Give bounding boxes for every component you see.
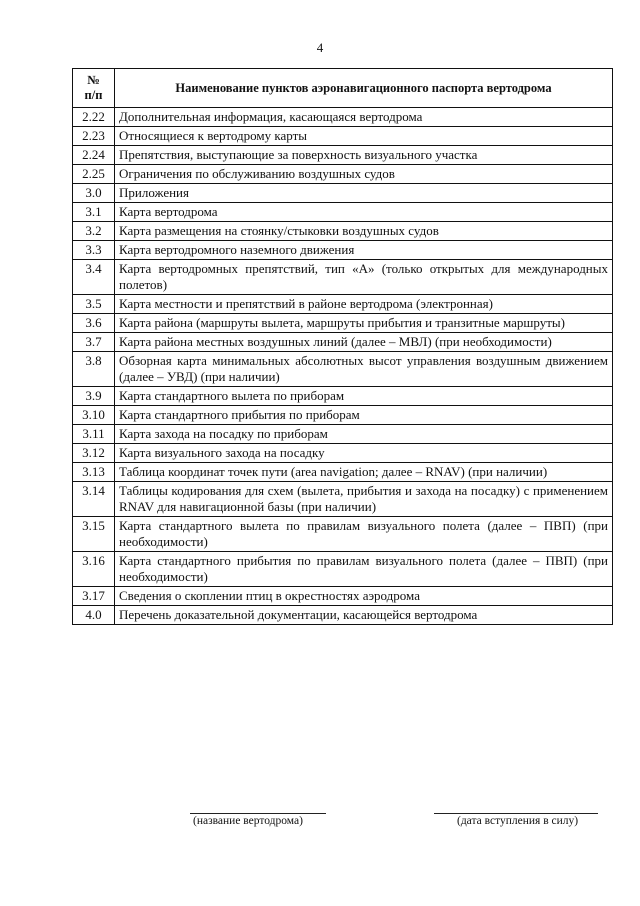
table-body <box>73 108 613 625</box>
row-number: 3.4 <box>73 260 115 295</box>
table-row <box>73 406 613 425</box>
table-row <box>73 606 613 625</box>
row-name: Перечень доказательной документации, касающейся вертодрома <box>115 606 613 625</box>
signature-footer <box>0 805 640 845</box>
table-row <box>73 241 613 260</box>
table-row <box>73 295 613 314</box>
table-row <box>73 222 613 241</box>
row-number: 3.13 <box>73 463 115 482</box>
row-name: Карта вертодромного наземного движения <box>115 241 613 260</box>
row-number: 3.14 <box>73 482 115 517</box>
row-number: 4.0 <box>73 606 115 625</box>
table-row <box>73 146 613 165</box>
row-name: Обзорная карта минимальных абсолютных высот управления воздушным движением (далее – УВД) (при наличии) <box>115 352 613 387</box>
row-number: 3.17 <box>73 587 115 606</box>
row-name: Карта вертодромных препятствий, тип «А» (только открытых для международных полетов) <box>115 260 613 295</box>
row-name: Таблицы кодирования для схем (вылета, прибытия и захода на посадку) с применением RNAV для навигационной базы (при наличии) <box>115 482 613 517</box>
header-number-cell <box>73 69 115 108</box>
row-name: Относящиеся к вертодрому карты <box>115 127 613 146</box>
header-number-abbrev: п/п <box>84 88 103 102</box>
row-number: 3.0 <box>73 184 115 203</box>
row-number: 3.15 <box>73 517 115 552</box>
row-name: Карта размещения на стоянку/стыковки воздушных судов <box>115 222 613 241</box>
table-row <box>73 552 613 587</box>
table-row <box>73 352 613 387</box>
row-name: Карта стандартного прибытия по приборам <box>115 406 613 425</box>
row-name: Таблица координат точек пути (area navigation; далее – RNAV) (при наличии) <box>115 463 613 482</box>
row-number: 3.5 <box>73 295 115 314</box>
row-number: 3.10 <box>73 406 115 425</box>
row-name: Карта вертодрома <box>115 203 613 222</box>
row-number: 2.23 <box>73 127 115 146</box>
row-name: Сведения о скоплении птиц в окрестностях аэродрома <box>115 587 613 606</box>
table-row <box>73 517 613 552</box>
row-number: 2.22 <box>73 108 115 127</box>
table-row <box>73 482 613 517</box>
row-name: Приложения <box>115 184 613 203</box>
row-number: 2.24 <box>73 146 115 165</box>
effective-date-line <box>434 813 598 814</box>
table-row <box>73 260 613 295</box>
row-name: Карта района (маршруты вылета, маршруты прибытия и транзитные маршруты) <box>115 314 613 333</box>
table-row <box>73 587 613 606</box>
table-row <box>73 333 613 352</box>
row-number: 3.3 <box>73 241 115 260</box>
table-row <box>73 203 613 222</box>
page-number: 4 <box>316 40 324 55</box>
row-name: Карта местности и препятствий в районе вертодрома (электронная) <box>115 295 613 314</box>
row-name: Карта стандартного вылета по приборам <box>115 387 613 406</box>
header-number-symbol: № <box>87 73 100 87</box>
table-row <box>73 165 613 184</box>
helidrome-name-caption: (название вертодрома) <box>193 815 303 827</box>
table-header-row <box>73 69 613 108</box>
helidrome-name-line <box>190 813 326 814</box>
row-name: Карта стандартного вылета по правилам визуального полета (далее – ПВП) (при необходимости) <box>115 517 613 552</box>
passport-items-table <box>72 68 613 625</box>
header-name-cell: Наименование пунктов аэронавигационного паспорта вертодрома <box>115 69 613 108</box>
row-name: Карта района местных воздушных линий (далее – МВЛ) (при необходимости) <box>115 333 613 352</box>
table-row <box>73 425 613 444</box>
row-number: 3.1 <box>73 203 115 222</box>
table-row <box>73 127 613 146</box>
row-name: Препятствия, выступающие за поверхность визуального участка <box>115 146 613 165</box>
row-number: 3.6 <box>73 314 115 333</box>
table-row <box>73 463 613 482</box>
row-number: 3.2 <box>73 222 115 241</box>
row-number: 2.25 <box>73 165 115 184</box>
row-number: 3.7 <box>73 333 115 352</box>
table-row <box>73 444 613 463</box>
row-number: 3.8 <box>73 352 115 387</box>
row-number: 3.16 <box>73 552 115 587</box>
table-row <box>73 184 613 203</box>
row-name: Ограничения по обслуживанию воздушных судов <box>115 165 613 184</box>
row-number: 3.9 <box>73 387 115 406</box>
effective-date-caption: (дата вступления в силу) <box>457 815 579 827</box>
row-number: 3.12 <box>73 444 115 463</box>
table-row <box>73 387 613 406</box>
table-row <box>73 314 613 333</box>
row-name: Карта стандартного прибытия по правилам визуального полета (далее – ПВП) (при необходимости) <box>115 552 613 587</box>
row-name: Карта захода на посадку по приборам <box>115 425 613 444</box>
row-name: Дополнительная информация, касающаяся вертодрома <box>115 108 613 127</box>
row-number: 3.11 <box>73 425 115 444</box>
table-row <box>73 108 613 127</box>
row-name: Карта визуального захода на посадку <box>115 444 613 463</box>
